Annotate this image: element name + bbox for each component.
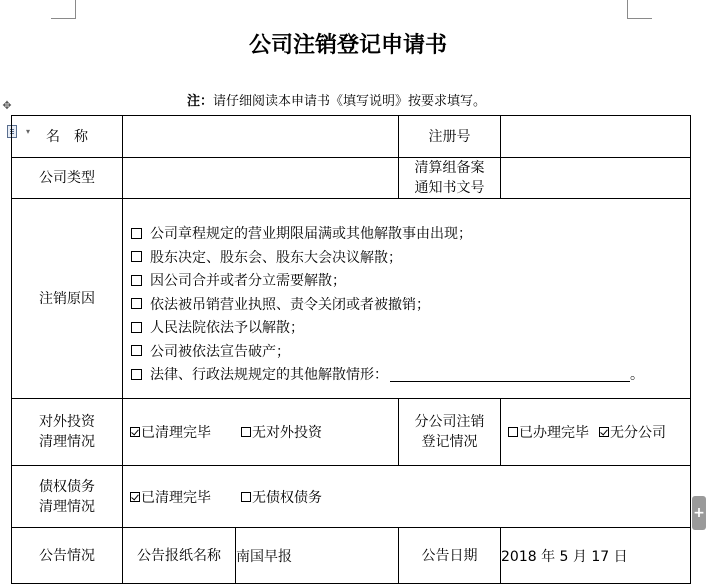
no-debt-label: 无债权债务 — [252, 489, 322, 506]
branch-done-option[interactable] — [508, 422, 589, 442]
reason-list — [123, 211, 690, 386]
field-liquidation-notice[interactable] — [501, 158, 691, 199]
label-debt — [12, 466, 123, 528]
table-move-handle-icon[interactable]: ✥ — [2, 99, 12, 112]
other-reason-blank[interactable] — [390, 367, 630, 382]
field-announcement-date[interactable]: 2018 年 5 月 17 日 — [501, 528, 691, 584]
registration-form-table — [11, 115, 691, 584]
reason-text: 股东决定、股东会、股东大会决议解散； — [150, 249, 402, 266]
label-branch-line1: 分公司注销 — [414, 414, 485, 430]
row-debt — [12, 466, 691, 528]
checkbox[interactable] — [131, 228, 142, 239]
investment-cleared-label: 已清理完毕 — [141, 425, 211, 441]
reason-text: 公司被依法宣告破产； — [150, 343, 290, 360]
reason-item[interactable] — [131, 292, 690, 316]
no-investment-label: 无对外投资 — [252, 425, 322, 441]
row-company-type — [12, 158, 691, 199]
label-investment — [12, 399, 123, 466]
reason-text: 因公司合并或者分立需要解散； — [150, 273, 346, 289]
label-liquidation-notice-line2: 通知书文号 — [414, 180, 485, 196]
no-branch-option[interactable] — [599, 422, 666, 442]
reason-item[interactable] — [131, 362, 690, 386]
add-column-handle-icon[interactable]: + — [692, 496, 706, 530]
no-investment-option[interactable] — [241, 422, 322, 442]
label-liquidation-notice-line1: 清算组备案 — [414, 160, 485, 176]
instruction-note — [187, 90, 486, 109]
page-corner-top-left — [51, 0, 76, 19]
investment-options — [123, 399, 399, 466]
label-investment-line1: 对外投资 — [39, 414, 95, 430]
reason-item[interactable] — [131, 315, 690, 339]
reason-item[interactable] — [131, 268, 690, 292]
checkbox[interactable] — [131, 251, 142, 262]
checkbox[interactable] — [131, 275, 142, 286]
checkbox[interactable] — [131, 369, 142, 380]
row-cancellation-reason — [12, 199, 691, 399]
page-corner-top-right — [627, 0, 652, 19]
field-registration-number[interactable] — [501, 116, 691, 158]
field-company-name[interactable] — [123, 116, 399, 158]
note-prefix: 注： — [187, 94, 214, 109]
reason-item[interactable] — [131, 245, 690, 269]
label-newspaper: 公告报纸名称 — [123, 528, 236, 584]
investment-cleared-option[interactable] — [130, 422, 211, 442]
debt-cleared-option[interactable] — [130, 487, 211, 507]
note-text: 请仔细阅读本申请书《填写说明》按要求填写。 — [213, 94, 487, 109]
branch-options — [501, 399, 691, 466]
label-company-name: 名 称 — [12, 116, 123, 158]
reason-item[interactable] — [131, 221, 690, 245]
reason-options — [123, 199, 691, 399]
checkbox[interactable] — [131, 322, 142, 333]
row-company-name — [12, 116, 691, 158]
label-investment-line2: 清理情况 — [39, 434, 95, 450]
paste-options-caret-icon[interactable]: ▾ — [26, 127, 31, 136]
label-debt-line2: 清理情况 — [39, 498, 95, 515]
field-newspaper[interactable]: 南国早报 — [236, 528, 399, 584]
debt-options — [123, 466, 691, 528]
checkbox[interactable] — [131, 298, 142, 309]
reason-suffix: 。 — [630, 367, 644, 383]
debt-cleared-label: 已清理完毕 — [141, 489, 211, 506]
checkbox[interactable] — [131, 345, 142, 356]
label-announcement-date: 公告日期 — [399, 528, 501, 584]
no-debt-checkbox[interactable] — [241, 492, 251, 502]
label-debt-line1: 债权债务 — [39, 478, 95, 495]
reason-text: 人民法院依法予以解散； — [150, 320, 304, 336]
label-liquidation-notice — [399, 158, 501, 199]
debt-cleared-checkbox[interactable] — [130, 492, 140, 502]
reason-text: 法律、行政法规规定的其他解散情形： — [150, 367, 388, 383]
field-company-type[interactable] — [123, 158, 399, 199]
branch-done-label: 已办理完毕 — [519, 425, 589, 441]
reason-text: 公司章程规定的营业期限届满或其他解散事由出现； — [150, 226, 472, 242]
reason-text: 依法被吊销营业执照、责令关闭或者被撤销； — [150, 296, 430, 313]
label-announcement: 公告情况 — [12, 528, 123, 584]
label-registration-number: 注册号 — [399, 116, 501, 158]
no-debt-option[interactable] — [241, 487, 322, 507]
no-investment-checkbox[interactable] — [241, 427, 251, 437]
label-company-type: 公司类型 — [12, 158, 123, 199]
label-branch-line2: 登记情况 — [421, 434, 478, 450]
investment-cleared-checkbox[interactable] — [130, 427, 140, 437]
reason-item[interactable] — [131, 339, 690, 363]
label-cancellation-reason: 注销原因 — [12, 199, 123, 399]
no-branch-label: 无分公司 — [610, 425, 666, 441]
no-branch-checkbox[interactable] — [599, 427, 609, 437]
row-investment — [12, 399, 691, 466]
document-title: 公司注销登记申请书 — [248, 32, 447, 58]
row-announcement — [12, 528, 691, 584]
branch-done-checkbox[interactable] — [508, 427, 518, 437]
label-branch — [399, 399, 501, 466]
